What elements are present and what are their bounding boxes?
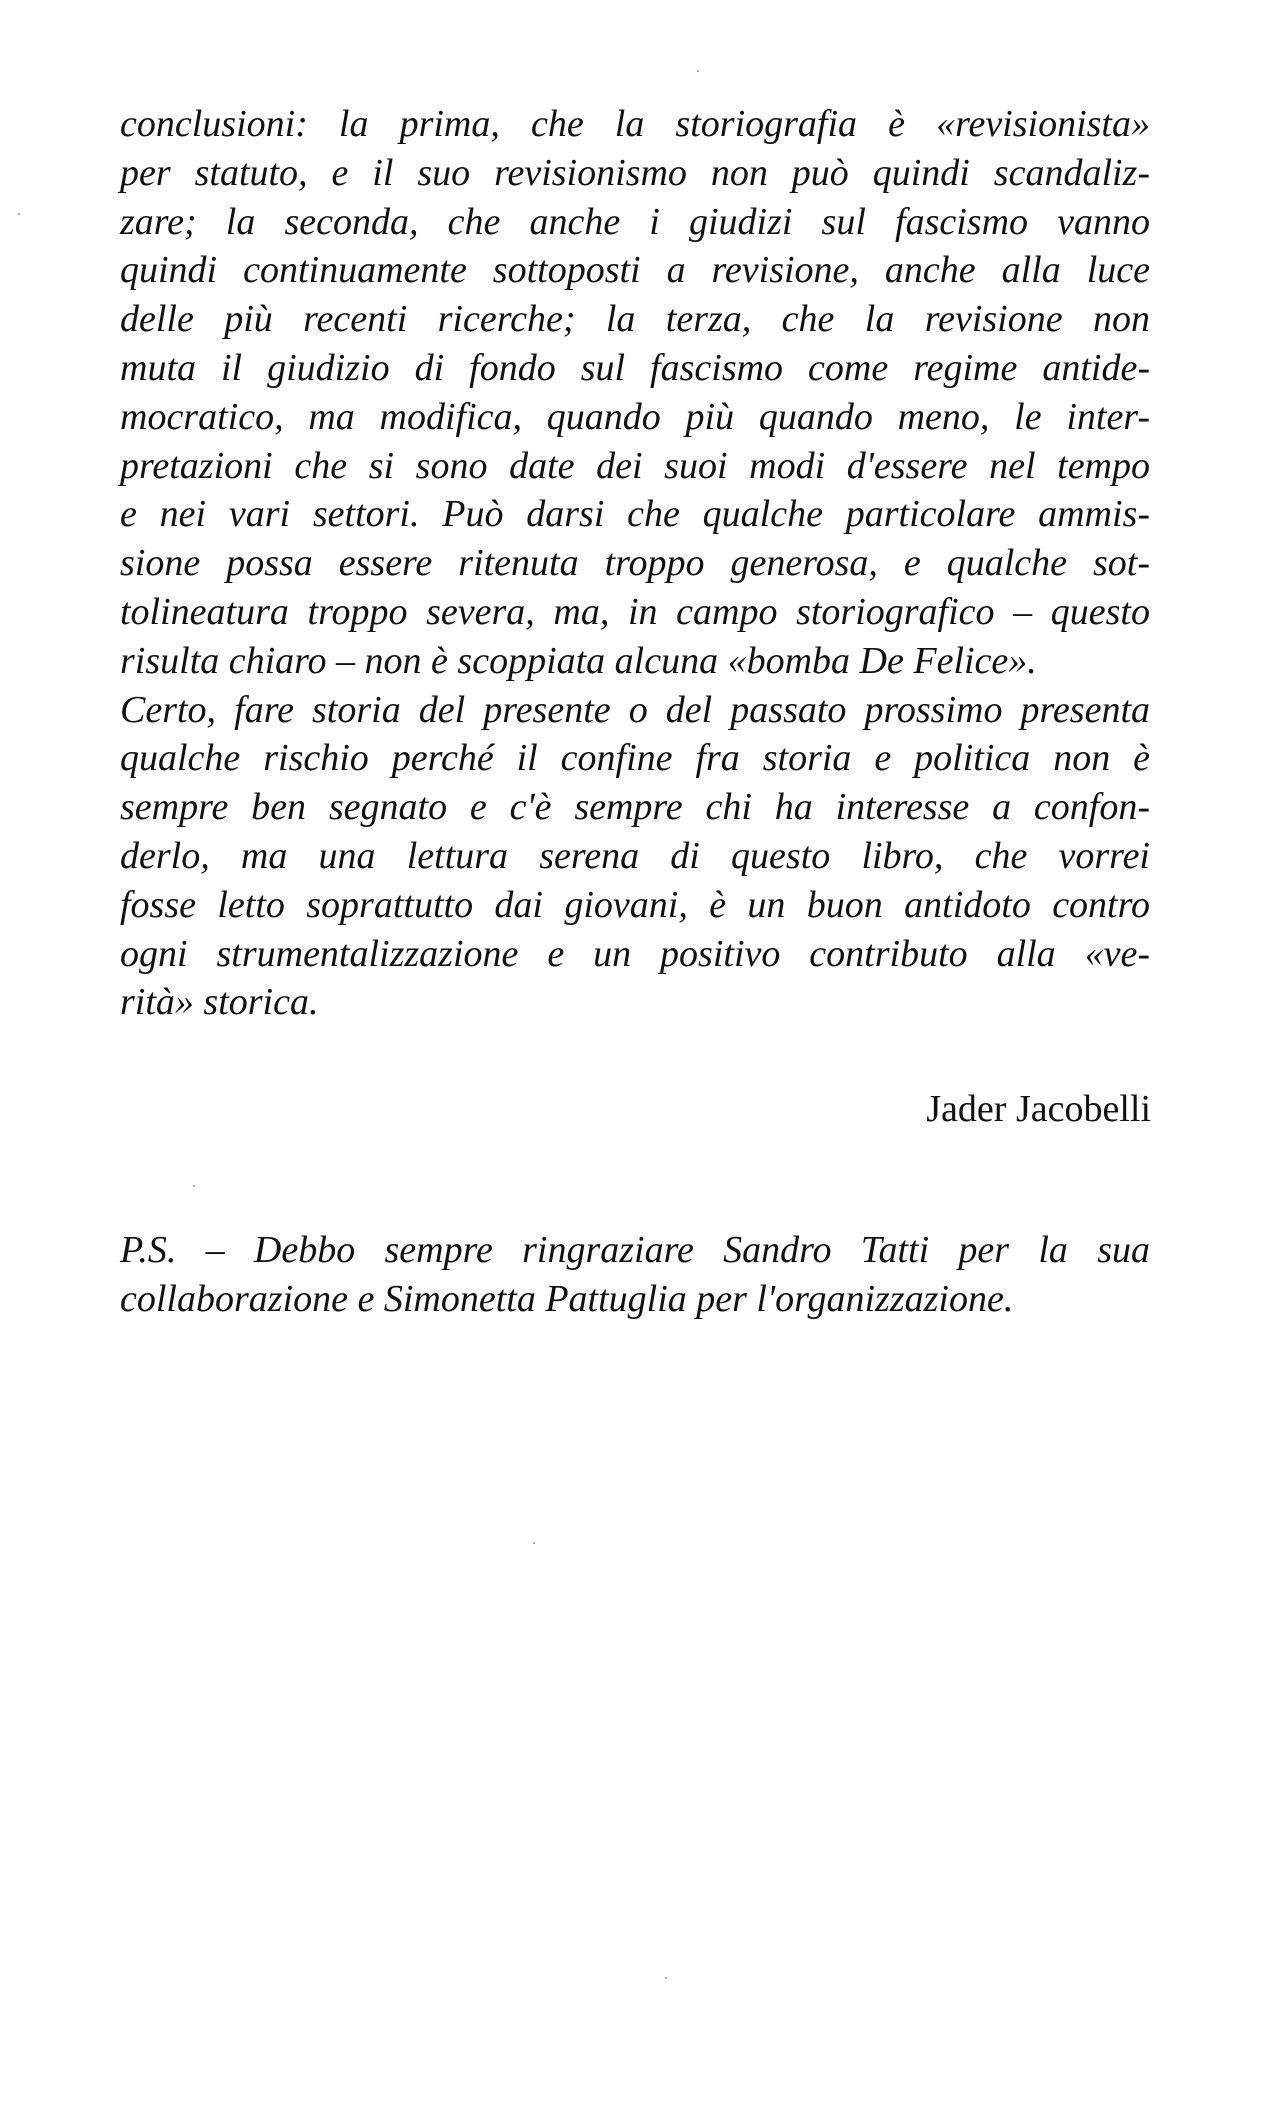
body-line: fosse letto soprattutto dai giovani, è un buon antidoto contro bbox=[120, 883, 1150, 926]
postscript-line: collaborazione e Simonetta Pattuglia per l'organizzazione. bbox=[120, 1277, 1014, 1320]
scan-speck bbox=[18, 213, 20, 215]
body-line: sempre ben segnato e c'è sempre chi ha interesse a confon- bbox=[120, 786, 1150, 829]
body-line: e nei vari settori. Può darsi che qualche particolare ammis- bbox=[120, 493, 1150, 536]
body-line: tolineatura troppo severa, ma, in campo storiografico – questo bbox=[120, 590, 1150, 633]
body-line: Certo, fare storia del presente o del passato prossimo presenta bbox=[120, 688, 1150, 731]
body-line: ogni strumentalizzazione e un positivo contributo alla «ve- bbox=[120, 932, 1150, 975]
body-line: rità» storica. bbox=[120, 981, 319, 1024]
body-line: risulta chiaro – non è scoppiata alcuna «bomba De Felice». bbox=[120, 639, 1037, 682]
body-line: per statuto, e il suo revisionismo non può quindi scandaliz- bbox=[120, 151, 1150, 194]
scan-speck bbox=[697, 70, 699, 72]
body-line: sione possa essere ritenuta troppo generosa, e qualche sot- bbox=[120, 542, 1150, 585]
scan-speck bbox=[665, 1977, 667, 1979]
body-line: derlo, ma una lettura serena di questo libro, che vorrei bbox=[120, 834, 1150, 877]
body-line: delle più recenti ricerche; la terza, che la revisione non bbox=[120, 298, 1150, 341]
body-line: mocratico, ma modifica, quando più quando meno, le inter- bbox=[120, 395, 1150, 438]
author-signature: Jader Jacobelli bbox=[926, 1088, 1151, 1130]
body-line: quindi continuamente sottoposti a revisione, anche alla luce bbox=[120, 249, 1150, 292]
body-line: zare; la seconda, che anche i giudizi sul fascismo vanno bbox=[120, 200, 1150, 243]
body-line: pretazioni che si sono date dei suoi modi d'essere nel tempo bbox=[120, 444, 1150, 487]
scan-speck bbox=[193, 1185, 195, 1187]
body-line: conclusioni: la prima, che la storiografia è «revisionista» bbox=[120, 103, 1150, 145]
scan-speck bbox=[533, 1542, 535, 1544]
body-paragraph bbox=[120, 100, 1150, 1027]
postscript bbox=[120, 1226, 1150, 1324]
body-line: qualche rischio perché il confine fra storia e politica non è bbox=[120, 737, 1150, 780]
postscript-line: P.S. – Debbo sempre ringraziare Sandro Tatti per la sua bbox=[120, 1229, 1150, 1271]
body-line: muta il giudizio di fondo sul fascismo come regime antide- bbox=[120, 346, 1150, 389]
